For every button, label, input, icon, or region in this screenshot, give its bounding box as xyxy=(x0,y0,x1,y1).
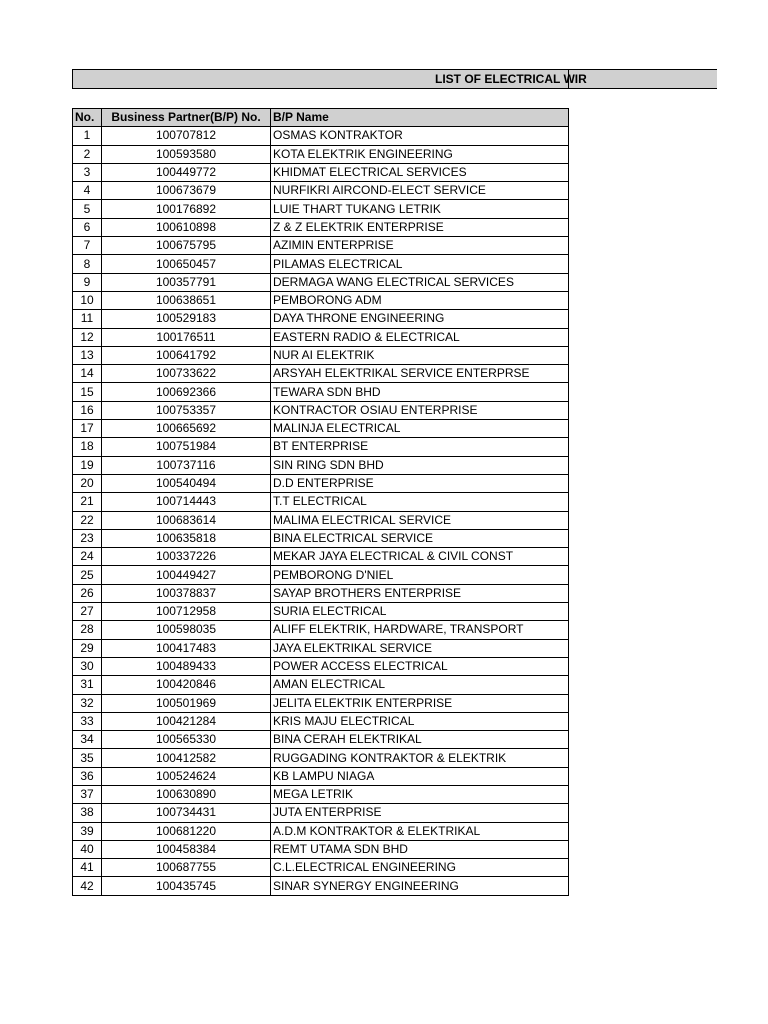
table-row xyxy=(73,127,569,145)
cell-no: 5 xyxy=(73,200,102,218)
cell-bp-no: 100683614 xyxy=(102,511,271,529)
table-row xyxy=(73,474,569,492)
table-row xyxy=(73,804,569,822)
table-row xyxy=(73,639,569,657)
cell-bp-name: PEMBORONG D'NIEL xyxy=(271,566,569,584)
cell-bp-no: 100733622 xyxy=(102,365,271,383)
cell-no: 24 xyxy=(73,548,102,566)
cell-no: 38 xyxy=(73,804,102,822)
cell-bp-no: 100565330 xyxy=(102,731,271,749)
cell-bp-name: SAYAP BROTHERS ENTERPRISE xyxy=(271,584,569,602)
cell-no: 31 xyxy=(73,676,102,694)
cell-no: 41 xyxy=(73,859,102,877)
cell-bp-name: PEMBORONG ADM xyxy=(271,291,569,309)
cell-bp-name: ARSYAH ELEKTRIKAL SERVICE ENTERPRSE xyxy=(271,365,569,383)
table-row xyxy=(73,328,569,346)
cell-bp-name: DAYA THRONE ENGINEERING xyxy=(271,310,569,328)
cell-bp-no: 100681220 xyxy=(102,822,271,840)
cell-bp-name: SINAR SYNERGY ENGINEERING xyxy=(271,877,569,895)
cell-bp-name: T.T ELECTRICAL xyxy=(271,493,569,511)
cell-bp-no: 100707812 xyxy=(102,127,271,145)
cell-bp-no: 100714443 xyxy=(102,493,271,511)
cell-bp-no: 100501969 xyxy=(102,694,271,712)
cell-no: 1 xyxy=(73,127,102,145)
table-row xyxy=(73,346,569,364)
table-row xyxy=(73,511,569,529)
cell-bp-name: MALINJA ELECTRICAL xyxy=(271,420,569,438)
table-row xyxy=(73,621,569,639)
header-bp-no: Business Partner(B/P) No. xyxy=(102,109,271,127)
cell-bp-name: KRIS MAJU ELECTRICAL xyxy=(271,712,569,730)
cell-bp-name: EASTERN RADIO & ELECTRICAL xyxy=(271,328,569,346)
cell-bp-name: NUR AI ELEKTRIK xyxy=(271,346,569,364)
cell-no: 19 xyxy=(73,456,102,474)
cell-bp-name: Z & Z ELEKTRIK ENTERPRISE xyxy=(271,218,569,236)
cell-bp-no: 100524624 xyxy=(102,767,271,785)
cell-bp-name: SIN RING SDN BHD xyxy=(271,456,569,474)
cell-bp-no: 100598035 xyxy=(102,621,271,639)
table-row xyxy=(73,676,569,694)
cell-bp-name: KONTRACTOR OSIAU ENTERPRISE xyxy=(271,401,569,419)
cell-bp-no: 100737116 xyxy=(102,456,271,474)
cell-bp-no: 100734431 xyxy=(102,804,271,822)
cell-bp-no: 100641792 xyxy=(102,346,271,364)
cell-no: 34 xyxy=(73,731,102,749)
cell-no: 29 xyxy=(73,639,102,657)
table-row xyxy=(73,255,569,273)
cell-bp-name: MALIMA ELECTRICAL SERVICE xyxy=(271,511,569,529)
cell-bp-no: 100673679 xyxy=(102,182,271,200)
table-row xyxy=(73,200,569,218)
cell-bp-name: BINA ELECTRICAL SERVICE xyxy=(271,529,569,547)
table-row xyxy=(73,657,569,675)
cell-no: 26 xyxy=(73,584,102,602)
table-row xyxy=(73,548,569,566)
cell-bp-no: 100692366 xyxy=(102,383,271,401)
header-no: No. xyxy=(73,109,102,127)
cell-bp-name: AZIMIN ENTERPRISE xyxy=(271,237,569,255)
cell-bp-no: 100650457 xyxy=(102,255,271,273)
cell-bp-name: ALIFF ELEKTRIK, HARDWARE, TRANSPORT xyxy=(271,621,569,639)
cell-no: 35 xyxy=(73,749,102,767)
table-row xyxy=(73,877,569,895)
cell-no: 42 xyxy=(73,877,102,895)
cell-bp-no: 100435745 xyxy=(102,877,271,895)
cell-no: 20 xyxy=(73,474,102,492)
cell-no: 36 xyxy=(73,767,102,785)
table-row xyxy=(73,383,569,401)
cell-bp-no: 100489433 xyxy=(102,657,271,675)
cell-bp-name: KB LAMPU NIAGA xyxy=(271,767,569,785)
cell-no: 30 xyxy=(73,657,102,675)
cell-no: 18 xyxy=(73,438,102,456)
cell-bp-no: 100751984 xyxy=(102,438,271,456)
table-row xyxy=(73,822,569,840)
contractor-table xyxy=(72,108,569,896)
title-cell xyxy=(73,70,587,88)
cell-no: 6 xyxy=(73,218,102,236)
cell-bp-no: 100412582 xyxy=(102,749,271,767)
cell-no: 12 xyxy=(73,328,102,346)
cell-bp-no: 100687755 xyxy=(102,859,271,877)
cell-no: 15 xyxy=(73,383,102,401)
cell-no: 10 xyxy=(73,291,102,309)
table-row xyxy=(73,749,569,767)
table-header-row xyxy=(73,109,569,127)
cell-bp-no: 100449427 xyxy=(102,566,271,584)
cell-bp-name: BT ENTERPRISE xyxy=(271,438,569,456)
table-row xyxy=(73,731,569,749)
cell-bp-name: MEGA LETRIK xyxy=(271,785,569,803)
table-row xyxy=(73,493,569,511)
table-row xyxy=(73,291,569,309)
cell-bp-name: C.L.ELECTRICAL ENGINEERING xyxy=(271,859,569,877)
table-row xyxy=(73,603,569,621)
table-row xyxy=(73,182,569,200)
table-row xyxy=(73,145,569,163)
table-row xyxy=(73,859,569,877)
cell-no: 37 xyxy=(73,785,102,803)
cell-no: 22 xyxy=(73,511,102,529)
cell-no: 16 xyxy=(73,401,102,419)
cell-bp-no: 100417483 xyxy=(102,639,271,657)
table-row xyxy=(73,694,569,712)
cell-bp-no: 100540494 xyxy=(102,474,271,492)
header-bp-name: B/P Name xyxy=(271,109,569,127)
cell-no: 39 xyxy=(73,822,102,840)
cell-bp-name: PILAMAS ELECTRICAL xyxy=(271,255,569,273)
title-bar xyxy=(72,69,717,89)
table-row xyxy=(73,840,569,858)
cell-no: 14 xyxy=(73,365,102,383)
cell-no: 21 xyxy=(73,493,102,511)
cell-bp-no: 100630890 xyxy=(102,785,271,803)
cell-bp-no: 100753357 xyxy=(102,401,271,419)
cell-no: 27 xyxy=(73,603,102,621)
cell-bp-name: A.D.M KONTRAKTOR & ELEKTRIKAL xyxy=(271,822,569,840)
cell-no: 2 xyxy=(73,145,102,163)
cell-bp-no: 100449772 xyxy=(102,163,271,181)
table-row xyxy=(73,566,569,584)
cell-bp-name: AMAN ELECTRICAL xyxy=(271,676,569,694)
cell-bp-name: TEWARA SDN BHD xyxy=(271,383,569,401)
cell-bp-no: 100638651 xyxy=(102,291,271,309)
cell-bp-no: 100176511 xyxy=(102,328,271,346)
cell-bp-no: 100712958 xyxy=(102,603,271,621)
cell-no: 40 xyxy=(73,840,102,858)
cell-no: 11 xyxy=(73,310,102,328)
table-row xyxy=(73,767,569,785)
cell-bp-name: DERMAGA WANG ELECTRICAL SERVICES xyxy=(271,273,569,291)
cell-bp-no: 100665692 xyxy=(102,420,271,438)
cell-no: 9 xyxy=(73,273,102,291)
cell-bp-name: JAYA ELEKTRIKAL SERVICE xyxy=(271,639,569,657)
cell-no: 17 xyxy=(73,420,102,438)
table-row xyxy=(73,163,569,181)
table-row xyxy=(73,438,569,456)
cell-no: 32 xyxy=(73,694,102,712)
table-row xyxy=(73,529,569,547)
table-row xyxy=(73,456,569,474)
cell-bp-no: 100357791 xyxy=(102,273,271,291)
table-row xyxy=(73,584,569,602)
table-row xyxy=(73,237,569,255)
cell-bp-name: D.D ENTERPRISE xyxy=(271,474,569,492)
cell-bp-no: 100635818 xyxy=(102,529,271,547)
cell-no: 4 xyxy=(73,182,102,200)
table-row xyxy=(73,218,569,236)
cell-bp-no: 100420846 xyxy=(102,676,271,694)
cell-no: 28 xyxy=(73,621,102,639)
cell-bp-no: 100421284 xyxy=(102,712,271,730)
table-row xyxy=(73,401,569,419)
cell-no: 33 xyxy=(73,712,102,730)
table-row xyxy=(73,712,569,730)
cell-bp-name: SURIA ELECTRICAL xyxy=(271,603,569,621)
page-title: LIST OF ELECTRICAL WIR xyxy=(435,72,587,86)
cell-no: 8 xyxy=(73,255,102,273)
cell-bp-name: JELITA ELEKTRIK ENTERPRISE xyxy=(271,694,569,712)
cell-bp-name: OSMAS KONTRAKTOR xyxy=(271,127,569,145)
cell-bp-name: MEKAR JAYA ELECTRICAL & CIVIL CONST xyxy=(271,548,569,566)
table-row xyxy=(73,273,569,291)
table-row xyxy=(73,785,569,803)
cell-bp-no: 100337226 xyxy=(102,548,271,566)
table-row xyxy=(73,420,569,438)
cell-bp-no: 100378837 xyxy=(102,584,271,602)
cell-bp-name: POWER ACCESS ELECTRICAL xyxy=(271,657,569,675)
cell-bp-no: 100529183 xyxy=(102,310,271,328)
table-row xyxy=(73,365,569,383)
cell-bp-no: 100610898 xyxy=(102,218,271,236)
cell-bp-name: KOTA ELEKTRIK ENGINEERING xyxy=(271,145,569,163)
cell-bp-no: 100176892 xyxy=(102,200,271,218)
cell-no: 3 xyxy=(73,163,102,181)
cell-bp-name: RUGGADING KONTRAKTOR & ELEKTRIK xyxy=(271,749,569,767)
cell-bp-name: BINA CERAH ELEKTRIKAL xyxy=(271,731,569,749)
cell-bp-name: REMT UTAMA SDN BHD xyxy=(271,840,569,858)
cell-bp-name: NURFIKRI AIRCOND-ELECT SERVICE xyxy=(271,182,569,200)
table-body xyxy=(73,127,569,895)
table-row xyxy=(73,310,569,328)
cell-bp-name: JUTA ENTERPRISE xyxy=(271,804,569,822)
cell-no: 25 xyxy=(73,566,102,584)
cell-bp-name: KHIDMAT ELECTRICAL SERVICES xyxy=(271,163,569,181)
cell-no: 13 xyxy=(73,346,102,364)
cell-bp-name: LUIE THART TUKANG LETRIK xyxy=(271,200,569,218)
cell-no: 7 xyxy=(73,237,102,255)
cell-bp-no: 100675795 xyxy=(102,237,271,255)
cell-bp-no: 100458384 xyxy=(102,840,271,858)
cell-bp-no: 100593580 xyxy=(102,145,271,163)
cell-no: 23 xyxy=(73,529,102,547)
